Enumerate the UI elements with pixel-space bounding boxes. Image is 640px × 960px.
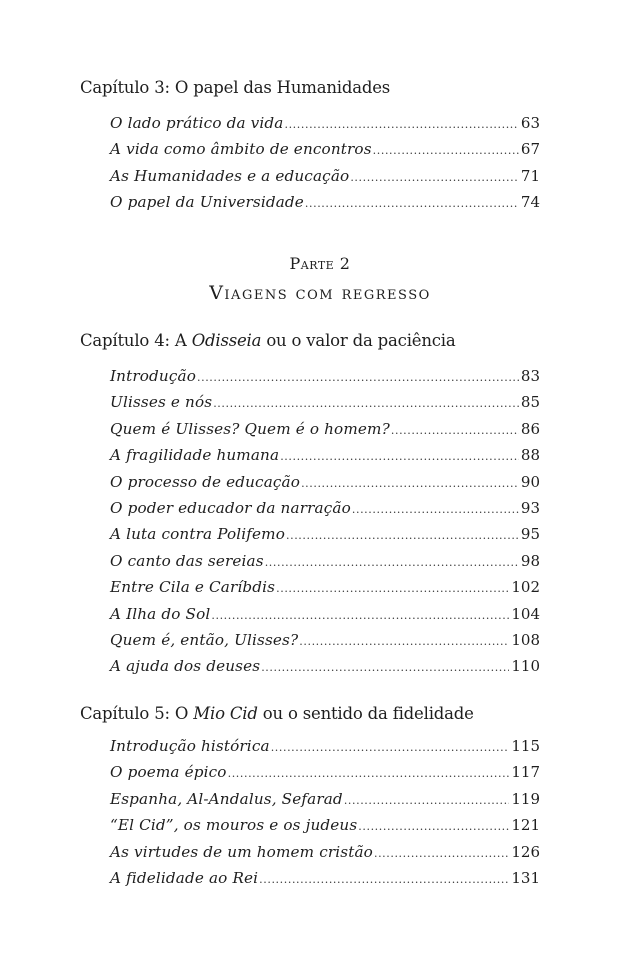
dot-leader bbox=[374, 841, 509, 867]
toc-entry-title: O lado prático da vida bbox=[110, 114, 284, 132]
toc-entry[interactable] bbox=[110, 363, 540, 389]
toc-entry[interactable] bbox=[110, 865, 540, 891]
toc-entry[interactable] bbox=[110, 627, 540, 653]
dot-leader bbox=[391, 418, 519, 444]
part-2-title: Viagens com regresso bbox=[209, 282, 431, 304]
toc-entry-title: Entre Cila e Caríbdis bbox=[110, 578, 276, 597]
dot-leader bbox=[271, 735, 510, 761]
part-2-label: Parte 2 bbox=[289, 254, 351, 273]
chapter-5-work-title: Mio Cid bbox=[193, 704, 258, 723]
dot-leader bbox=[301, 471, 519, 497]
toc-entry-page: 90 bbox=[520, 472, 540, 491]
dot-leader bbox=[276, 576, 509, 602]
chapter-5-entries bbox=[110, 733, 540, 891]
toc-entry[interactable] bbox=[110, 653, 540, 679]
toc-entry-page: 108 bbox=[511, 630, 540, 649]
toc-entry-page: 95 bbox=[520, 525, 540, 544]
toc-entry[interactable] bbox=[110, 601, 540, 627]
toc-entry-page: 115 bbox=[511, 737, 540, 755]
toc-entry[interactable] bbox=[110, 469, 540, 495]
dot-leader bbox=[305, 191, 519, 217]
toc-entry-title: A fidelidade ao Rei bbox=[110, 868, 259, 887]
dot-leader bbox=[344, 788, 510, 814]
chapter-4-heading bbox=[80, 331, 550, 350]
chapter-4-entries bbox=[110, 363, 540, 680]
toc-entry-page: 110 bbox=[511, 657, 540, 676]
toc-entry-title: O papel da Universidade bbox=[110, 193, 304, 212]
toc-entry[interactable] bbox=[110, 110, 540, 136]
toc-entry-page: 119 bbox=[511, 789, 540, 808]
toc-entry-page: 93 bbox=[520, 498, 540, 517]
chapter-3-heading bbox=[80, 78, 550, 97]
toc-entry[interactable] bbox=[110, 786, 540, 812]
toc-entry[interactable] bbox=[110, 416, 540, 442]
toc-entry-page: 117 bbox=[511, 763, 540, 782]
dot-leader bbox=[211, 603, 509, 629]
dot-leader bbox=[259, 867, 509, 893]
toc-entry[interactable] bbox=[110, 163, 540, 189]
dot-leader bbox=[350, 165, 519, 191]
toc-entry-page: 131 bbox=[511, 868, 540, 887]
toc-entry[interactable] bbox=[110, 812, 540, 838]
dot-leader bbox=[280, 444, 519, 470]
toc-entry-title: As Humanidades e a educação bbox=[110, 166, 350, 185]
toc-entry[interactable] bbox=[110, 495, 540, 521]
dot-leader bbox=[358, 814, 509, 840]
toc-entry-title: O canto das sereias bbox=[110, 551, 264, 570]
toc-entry-title: “El Cid”, os mouros e os judeus bbox=[110, 816, 358, 835]
dot-leader bbox=[261, 655, 509, 681]
toc-entry-page: 126 bbox=[511, 842, 540, 861]
toc-entry-page: 74 bbox=[520, 193, 540, 212]
toc-entry[interactable] bbox=[110, 759, 540, 785]
toc-entry-title: A luta contra Polifemo bbox=[110, 525, 286, 544]
toc-entry[interactable] bbox=[110, 733, 540, 759]
chapter-5-suffix: ou o sentido da fidelidade bbox=[257, 704, 474, 723]
toc-entry-page: 88 bbox=[520, 446, 540, 465]
toc-entry[interactable] bbox=[110, 189, 540, 215]
dot-leader bbox=[299, 629, 509, 655]
toc-entry-page: 102 bbox=[511, 578, 540, 597]
chapter-3-title: Capítulo 3: O papel das Humanidades bbox=[80, 78, 391, 97]
toc-entry[interactable] bbox=[110, 548, 540, 574]
toc-entry-title: A Ilha do Sol bbox=[110, 604, 211, 623]
toc-entry-page: 71 bbox=[520, 166, 540, 185]
toc-entry-page: 63 bbox=[520, 114, 540, 132]
chapter-5-heading bbox=[80, 704, 550, 723]
toc-entry[interactable] bbox=[110, 574, 540, 600]
toc-entry-page: 121 bbox=[511, 816, 540, 835]
chapter-4-work-title: Odisseia bbox=[191, 331, 262, 350]
toc-entry-page: 98 bbox=[520, 551, 540, 570]
dot-leader bbox=[373, 138, 519, 164]
dot-leader bbox=[197, 365, 519, 391]
toc-entry-title: A vida como âmbito de encontros bbox=[110, 140, 372, 159]
toc-entry-title: Introdução bbox=[110, 367, 196, 385]
toc-entry-title: Quem é Ulisses? Quem é o homem? bbox=[110, 419, 390, 438]
toc-entry-page: 83 bbox=[520, 367, 540, 385]
toc-entry-title: Quem é, então, Ulisses? bbox=[110, 630, 299, 649]
chapter-4-suffix: ou o valor da paciência bbox=[261, 331, 456, 350]
dot-leader bbox=[228, 761, 510, 787]
dot-leader bbox=[284, 112, 518, 138]
toc-entry[interactable] bbox=[110, 839, 540, 865]
toc-entry-title: O poder educador da narração bbox=[110, 498, 351, 517]
toc-entry-title: As virtudes de um homem cristão bbox=[110, 842, 373, 861]
dot-leader bbox=[286, 523, 519, 549]
toc-entry-page: 86 bbox=[520, 419, 540, 438]
toc-entry[interactable] bbox=[110, 389, 540, 415]
toc-entry-title: Espanha, Al-Andalus, Sefarad bbox=[110, 789, 343, 808]
toc-entry-page: 104 bbox=[511, 604, 540, 623]
toc-entry[interactable] bbox=[110, 136, 540, 162]
toc-entry[interactable] bbox=[110, 521, 540, 547]
chapter-3-entries bbox=[110, 110, 540, 216]
toc-entry-title: O processo de educação bbox=[110, 472, 301, 491]
toc-entry[interactable] bbox=[110, 442, 540, 468]
dot-leader bbox=[265, 550, 519, 576]
chapter-5-prefix: Capítulo 5: O bbox=[80, 704, 194, 723]
toc-entry-title: Introdução histórica bbox=[110, 737, 270, 755]
toc-entry-title: A fragilidade humana bbox=[110, 446, 280, 465]
toc-entry-title: Ulisses e nós bbox=[110, 393, 213, 412]
chapter-4-prefix: Capítulo 4: A bbox=[80, 331, 192, 350]
toc-entry-title: A ajuda dos deuses bbox=[110, 657, 261, 676]
toc-entry-page: 67 bbox=[520, 140, 540, 159]
toc-entry-page: 85 bbox=[520, 393, 540, 412]
dot-leader bbox=[213, 391, 519, 417]
dot-leader bbox=[352, 497, 519, 523]
toc-entry-title: O poema épico bbox=[110, 763, 227, 782]
